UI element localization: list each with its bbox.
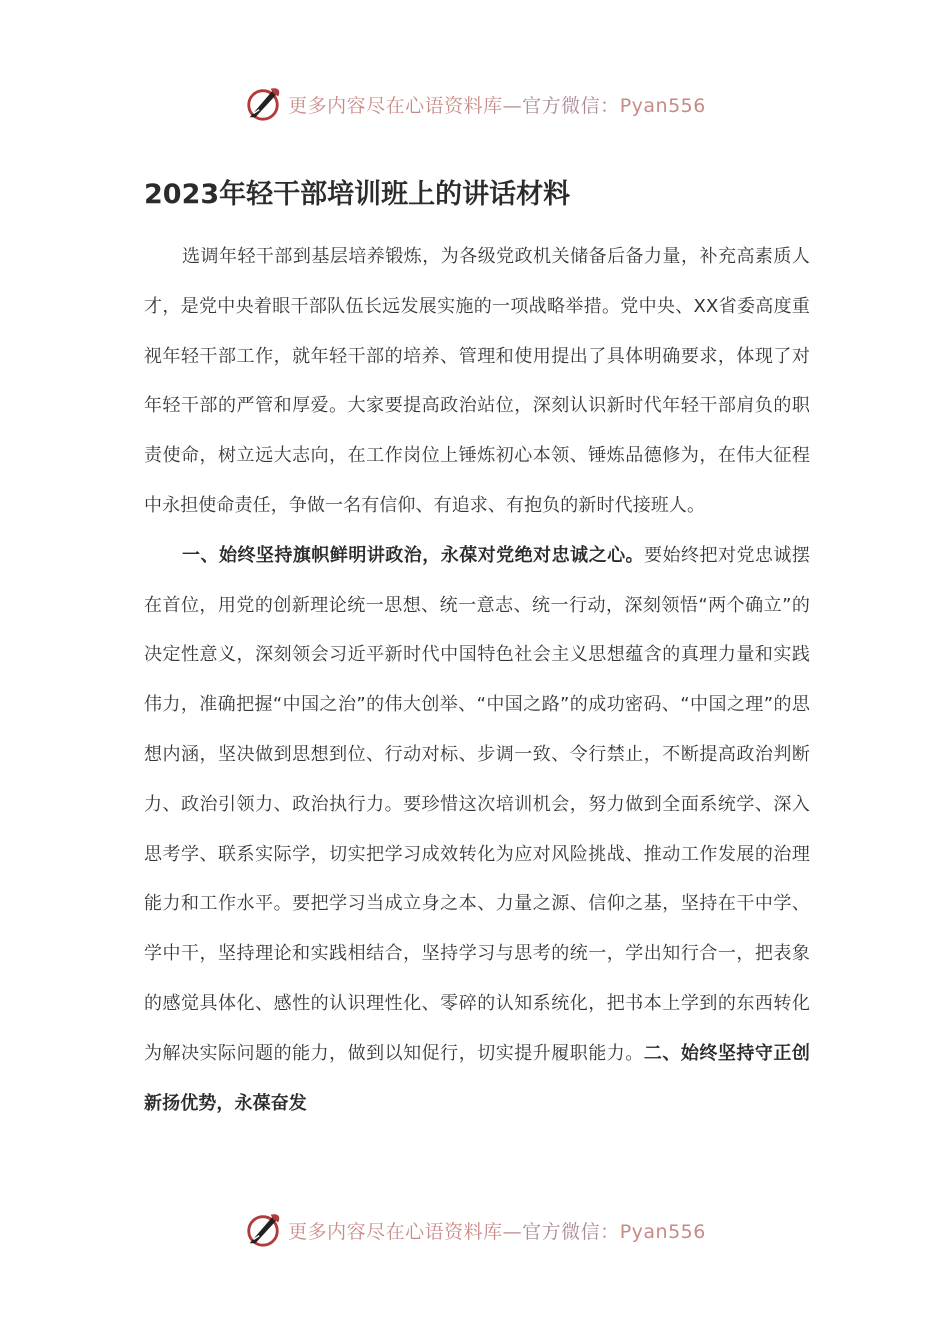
document-title: 2023年轻干部培训班上的讲话材料 — [144, 179, 571, 210]
document-body — [144, 168, 810, 1128]
footer-banner-text — [288, 1217, 706, 1244]
footer-account: Pyan556 — [619, 1220, 706, 1243]
footer-separator: — — [502, 1220, 523, 1243]
header-brand: 更多内容尽在心语资料库 — [288, 94, 503, 117]
header-separator: — — [502, 94, 523, 117]
footer-watermark — [0, 1210, 950, 1250]
footer-brand: 更多内容尽在心语资料库 — [288, 1220, 503, 1243]
header-wechat-label: 官方微信： — [522, 94, 620, 117]
header-watermark — [0, 84, 950, 124]
quill-logo-icon — [244, 85, 282, 123]
intro-paragraph: 选调年轻干部到基层培养锻炼，为各级党政机关储备后备力量，补充高素质人才，是党中央着眼干部队伍长远发展实施的一项战略举措。党中央、XX省委高度重视年轻干部工作，就年轻干部的培养、管理和使用提出了具体明确要求，体现了对年轻干部的严管和厚爱。大家要提高政治站位，深刻认识新时代年轻干部肩负的职责使命，树立远大志向，在工作岗位上锤炼初心本领、锤炼品德修为，在伟大征程中永担使命责任，争做一名有信仰、有追求、有抱负的新时代接班人。 — [144, 246, 810, 516]
section1-heading: 一、始终坚持旗帜鲜明讲政治，永葆对党绝对忠诚之心。 — [182, 544, 645, 566]
section2-heading: 二、始终坚持守正创新扬优势，永葆奋发 — [144, 1042, 811, 1114]
header-account: Pyan556 — [619, 94, 706, 117]
header-banner-text — [288, 91, 706, 118]
section-paragraph — [144, 531, 810, 1129]
quill-logo-icon — [244, 1211, 282, 1249]
section1-body: 要始终把对党忠诚摆在首位，用党的创新理论统一思想、统一意志、统一行动，深刻领悟“两个确立”的决定性意义，深刻领会习近平新时代中国特色社会主义思想蕴含的真理力量和实践伟力，准确把握“中国之治”的伟大创举、“中国之路”的成功密码、“中国之理”的思想内涵，坚决做到思想到位、行动对标、步调一致、令行禁止，不断提高政治判断力、政治引领力、政治执行力。要珍惜这次培训机会，努力做到全面系统学、深入思考学、联系实际学，切实把学习成效转化为应对风险挑战、推动工作发展的治理能力和工作水平。要把学习当成立身之本、力量之源、信仰之基，坚持在干中学、学中干，坚持理论和实践相结合，坚持学习与思考的统一，学出知行合一，把表象的感觉具体化、感性的认识理性化、零碎的认知系统化，把书本上学到的东西转化为解决实际问题的能力，做到以知促行，切实提升履职能力。 — [144, 544, 810, 1064]
footer-wechat-label: 官方微信： — [522, 1220, 620, 1243]
